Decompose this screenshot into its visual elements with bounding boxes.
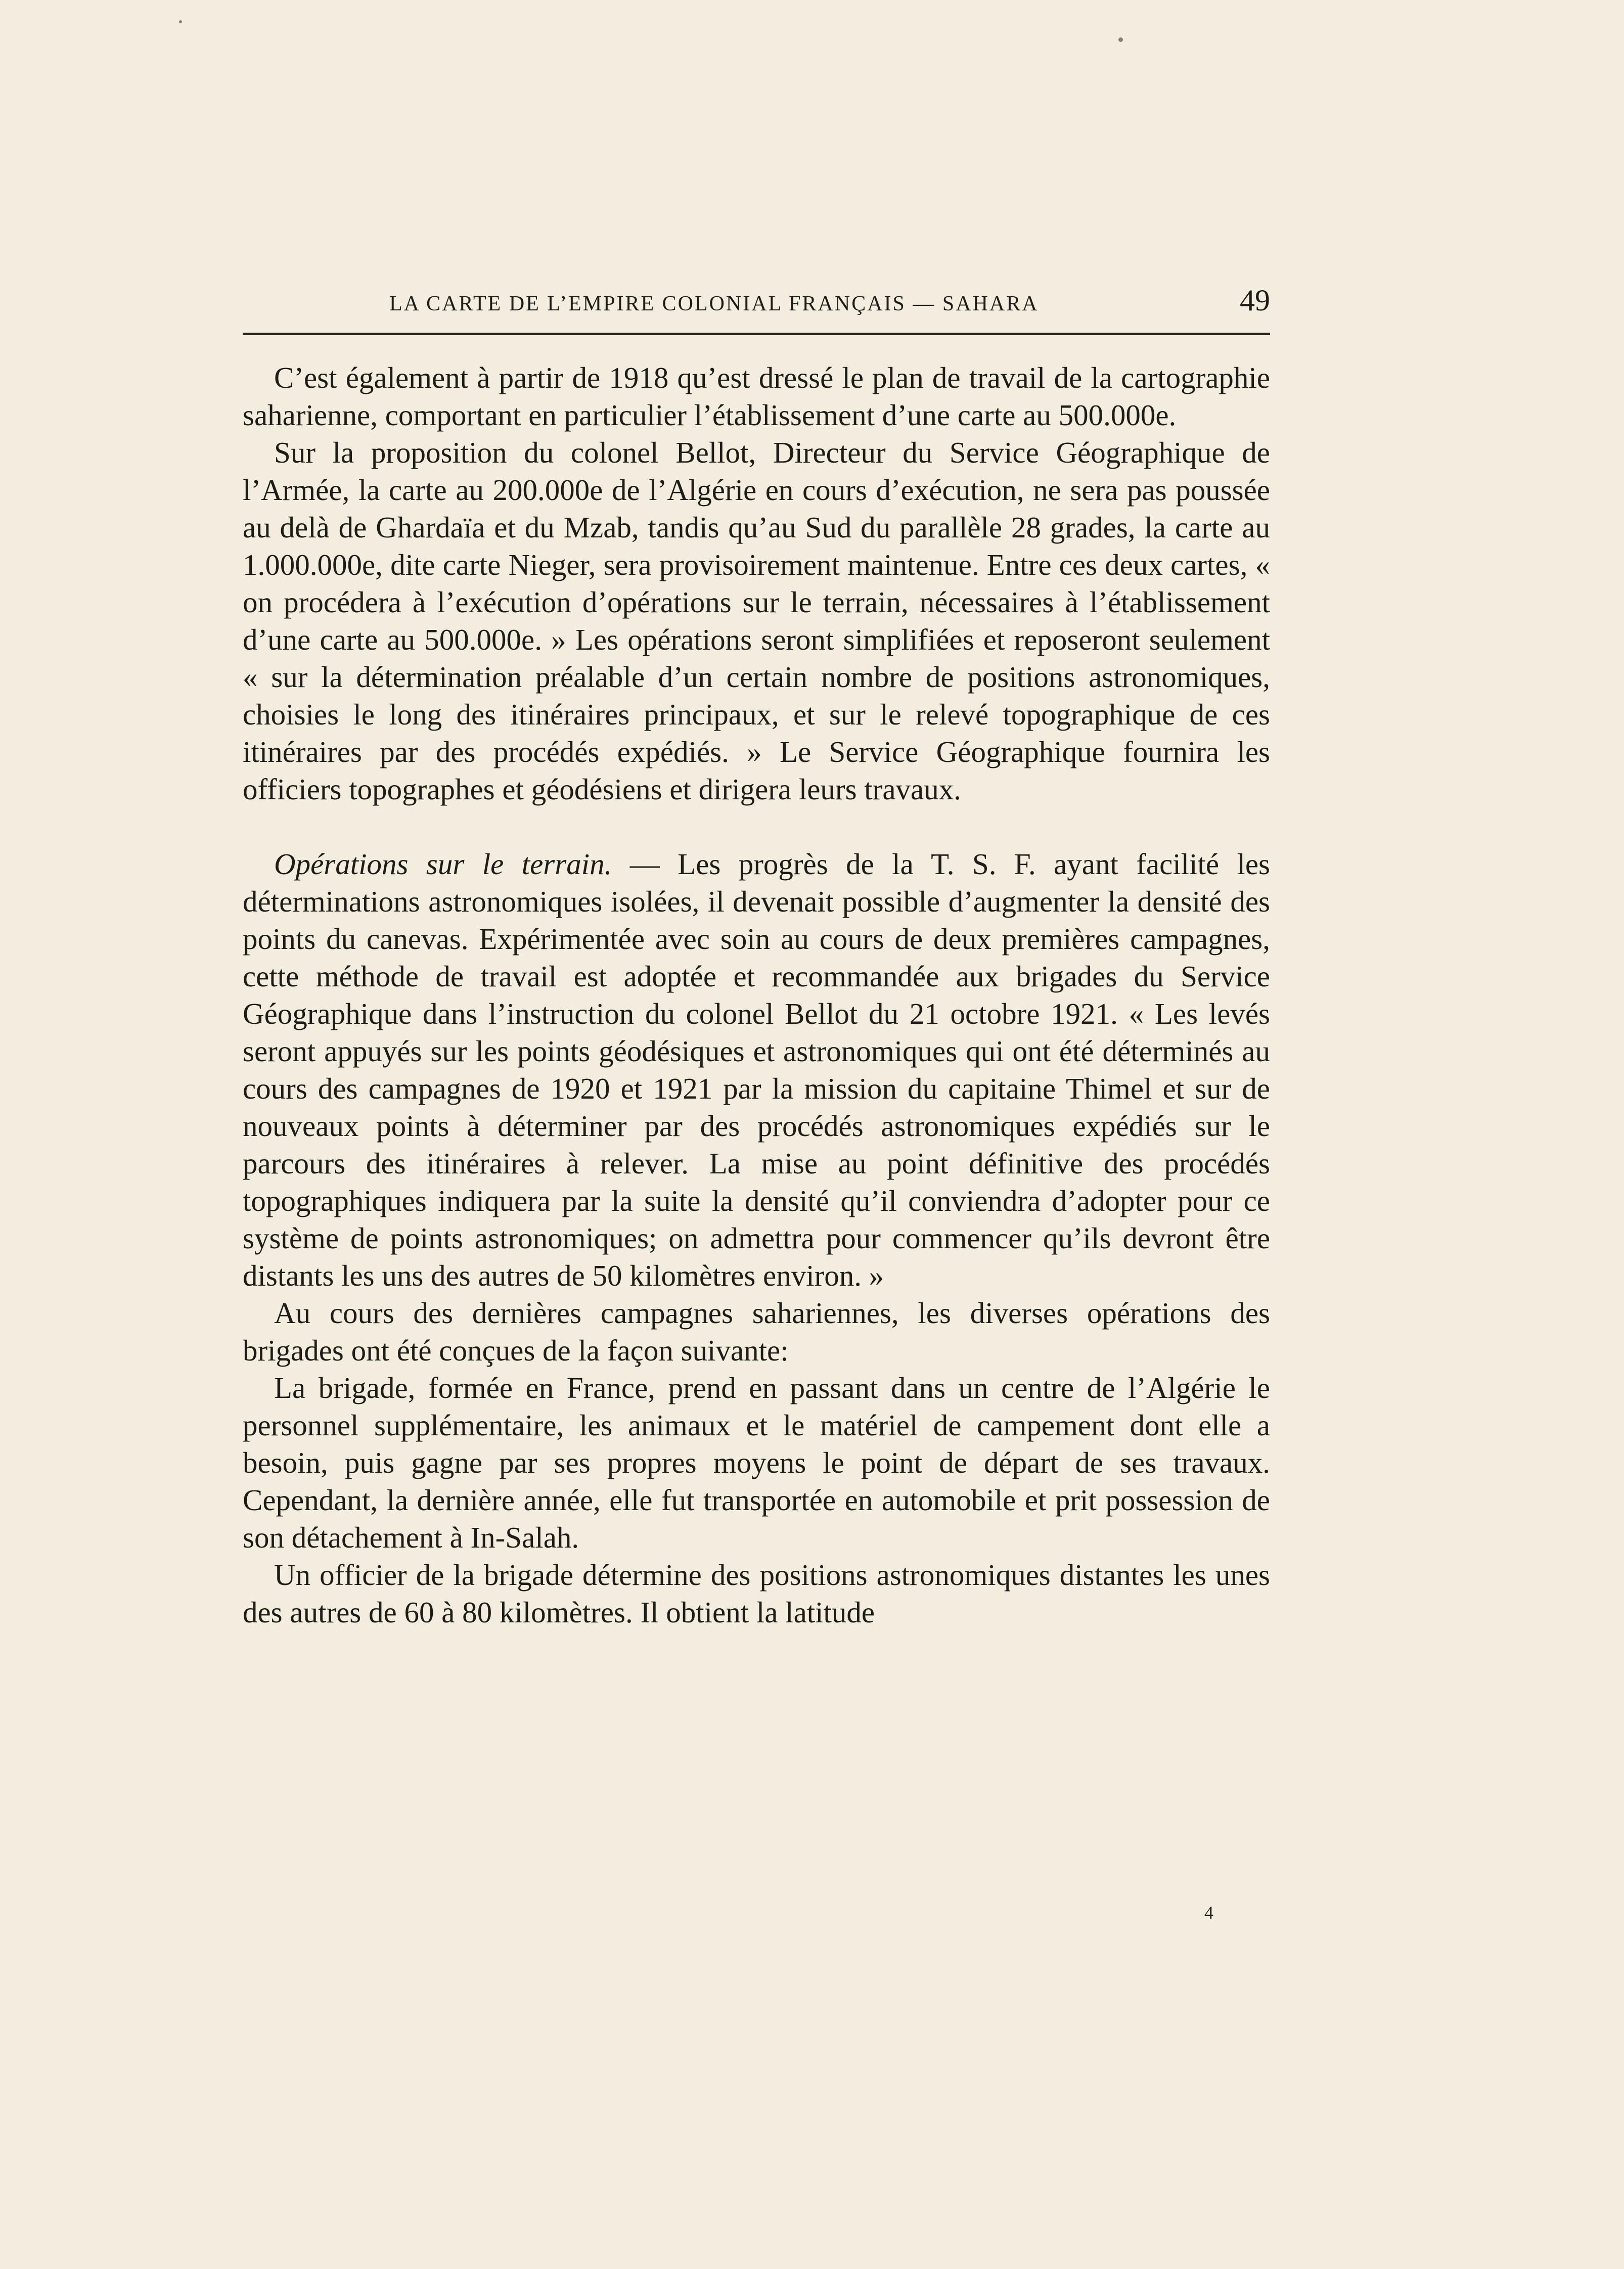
page-number: 49	[1240, 284, 1270, 317]
running-head	[243, 283, 1270, 324]
paragraph: Un officier de la brigade détermine des positions astronomiques distantes les unes des autres de 60 à 80 kilomètres. Il obtient la latitude	[243, 1558, 1270, 1629]
paragraph: C’est également à partir de 1918 qu’est dressé le plan de travail de la cartographie saharienne, comportant en particulier l’établissement d’une carte au 500.000e.	[243, 361, 1270, 432]
section-heading: Opérations sur le terrain.	[274, 847, 612, 881]
body-text	[243, 359, 1270, 1631]
paragraph: Sur la proposition du colonel Bellot, Directeur du Service Géographique de l’Armée, la carte au 200.000e de l’Algérie en cours d’exécution, ne sera pas poussée au delà de Ghardaïa et du Mzab, tandis qu’au Sud du parallèle 28 grades, la carte au 1.000.000e, dite carte Nieger, sera provisoirement maintenue. Entre ces deux cartes, « on procédera à l’exécution d’opérations sur le terrain, nécessaires à l’établissement d’une carte au 500.000e. » Les opérations seront simplifiées et reposeront seulement « sur la détermination préalable d’un certain nombre de positions astronomiques, choisies le long des itinéraires principaux, et sur le relevé topographique de ces itinéraires par des procédés expédiés. » Le Service Géographique fournira les officiers topographes et géodésiens et dirigera leurs travaux.	[243, 436, 1270, 806]
paper-speck	[179, 20, 182, 23]
section-text: — Les progrès de la T. S. F. ayant facilité les déterminations astronomiques isolées, il devenait possible d’augmenter la densité des points du canevas. Expérimentée avec soin au cours de deux premières campagnes, cette méthode de travail est adoptée et recommandée aux brigades du Service Géographique dans l’instruction du colonel Bellot du 21 octobre 1921. « Les levés seront appuyés sur les points géodésiques et astronomiques qui ont été déterminés au cours des campagnes de 1920 et 1921 par la mission du capitaine Thimel et sur de nouveaux points à déterminer par des procédés astronomiques expédiés sur le parcours des itinéraires à relever. La mise au point définitive des procédés topographiques indiquera par la suite la densité qu’il conviendra d’adopter pour ce système de points astronomiques; on admettra pour commencer qu’ils devront être distants les uns des autres de 50 kilomètres environ. »	[243, 847, 1270, 1292]
section-paragraph	[243, 845, 1270, 1294]
signature-mark: 4	[1204, 1902, 1213, 1923]
paragraph: Au cours des dernières campagnes sahariennes, les diverses opérations des brigades ont été conçues de la façon suivante:	[243, 1296, 1270, 1367]
header-rule	[243, 333, 1270, 335]
paragraph: La brigade, formée en France, prend en passant dans un centre de l’Algérie le personnel supplémentaire, les animaux et le matériel de campement dont elle a besoin, puis gagne par ses propres moyens le point de départ de ses travaux. Cependant, la dernière année, elle fut transportée en automobile et prit possession de son détachement à In-Salah.	[243, 1371, 1270, 1554]
running-head-title: LA CARTE DE L’EMPIRE COLONIAL FRANÇAIS — SAHARA	[389, 292, 1039, 315]
paper-speck	[1118, 37, 1123, 42]
